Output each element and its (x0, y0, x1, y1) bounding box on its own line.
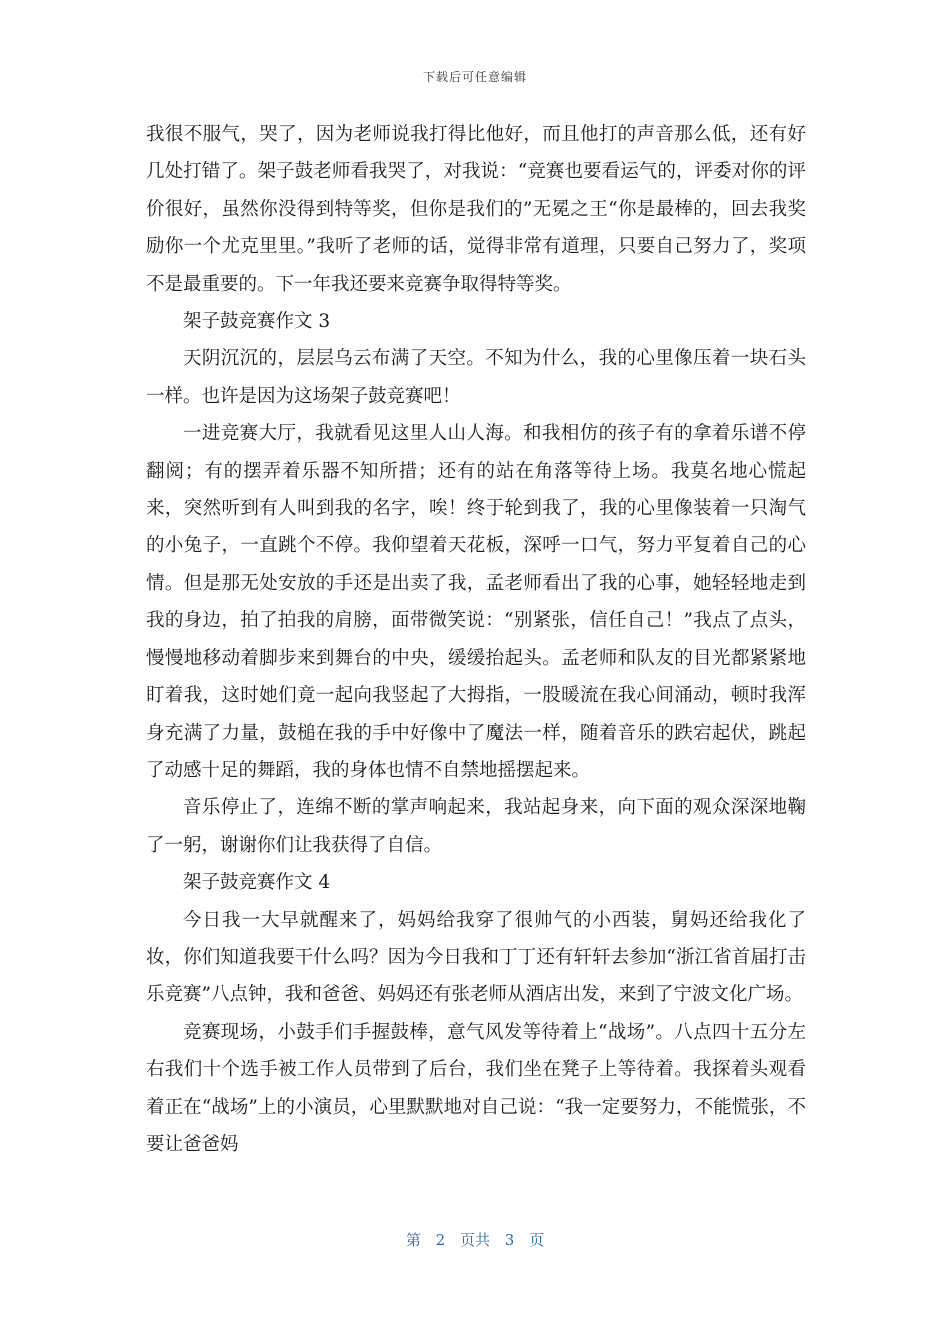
page-footer (0, 1229, 950, 1250)
paragraph-6: 竞赛现场，小鼓手们手握鼓棒，意气风发等待着上“战场”。八点四十五分左右我们十个选手被工作人员带到了后台，我们坐在凳子上等待着。我探着头观看着正在“战场”上的小演员，心里默默地对自己说：“我一定要努力，不能慌张，不要让爸爸妈 (146, 1021, 806, 1155)
page-label-prefix: 第 (405, 1231, 421, 1249)
page-label-middle: 页共 (459, 1231, 490, 1249)
header-text: 下载后可任意编辑 (422, 70, 527, 84)
total-pages-number: 3 (504, 1231, 515, 1249)
page-header (0, 68, 950, 85)
page-label-suffix: 页 (529, 1231, 545, 1249)
section-heading-4: 架子鼓竞赛作文 4 (183, 872, 331, 894)
paragraph-4: 音乐停止了，连绵不断的掌声响起来，我站起身来，向下面的观众深深地鞠了一躬，谢谢你们让我获得了自信。 (146, 797, 806, 856)
section-heading-3: 架子鼓竞赛作文 3 (183, 311, 331, 333)
paragraph-2: 天阴沉沉的，层层乌云布满了天空。不知为什么，我的心里像压着一块石头一样。也许是因为这场架子鼓竞赛吧！ (146, 348, 806, 407)
paragraph-1: 我很不服气，哭了，因为老师说我打得比他好，而且他打的声音那么低，还有好几处打错了。架子鼓老师看我哭了，对我说：“竞赛也要看运气的，评委对你的评价很好，虽然你没得到特等奖，但你是我们的”无冕之王“你是最棒的，回去我奖励你一个尤克里里。”我听了老师的话，觉得非常有道理，只要自己努力了，奖项不是最重要的。下一年我还要来竞赛争取得特等奖。 (146, 124, 806, 295)
document-body (146, 116, 806, 1163)
current-page-number: 2 (435, 1231, 446, 1249)
paragraph-5: 今日我一大早就醒来了，妈妈给我穿了很帅气的小西装，舅妈还给我化了妆，你们知道我要干什么吗？因为今日我和丁丁还有轩轩去参加“浙江省首届打击乐竞赛”八点钟，我和爸爸、妈妈还有张老师从酒店出发，来到了宁波文化广场。 (146, 909, 806, 1006)
paragraph-3: 一进竞赛大厅，我就看见这里人山人海。和我相仿的孩子有的拿着乐谱不停翻阅；有的摆弄着乐器不知所措；还有的站在角落等待上场。我莫名地心慌起来，突然听到有人叫到我的名字，唉！终于轮到我了，我的心里像装着一只淘气的小兔子，一直跳个不停。我仰望着天花板，深呼一口气，努力平复着自己的心情。但是那无处安放的手还是出卖了我，孟老师看出了我的心事，她轻轻地走到我的身边，拍了拍我的肩膀，面带微笑说：“别紧张，信任自己！”我点了点头，慢慢地移动着脚步来到舞台的中央，缓缓抬起头。孟老师和队友的目光都紧紧地盯着我，这时她们竟一起向我竖起了大拇指，一股暖流在我心间涌动，顿时我浑身充满了力量，鼓槌在我的手中好像中了魔法一样，随着音乐的跌宕起伏，跳起了动感十足的舞蹈，我的身体也情不自禁地摇摆起来。 (146, 423, 806, 781)
